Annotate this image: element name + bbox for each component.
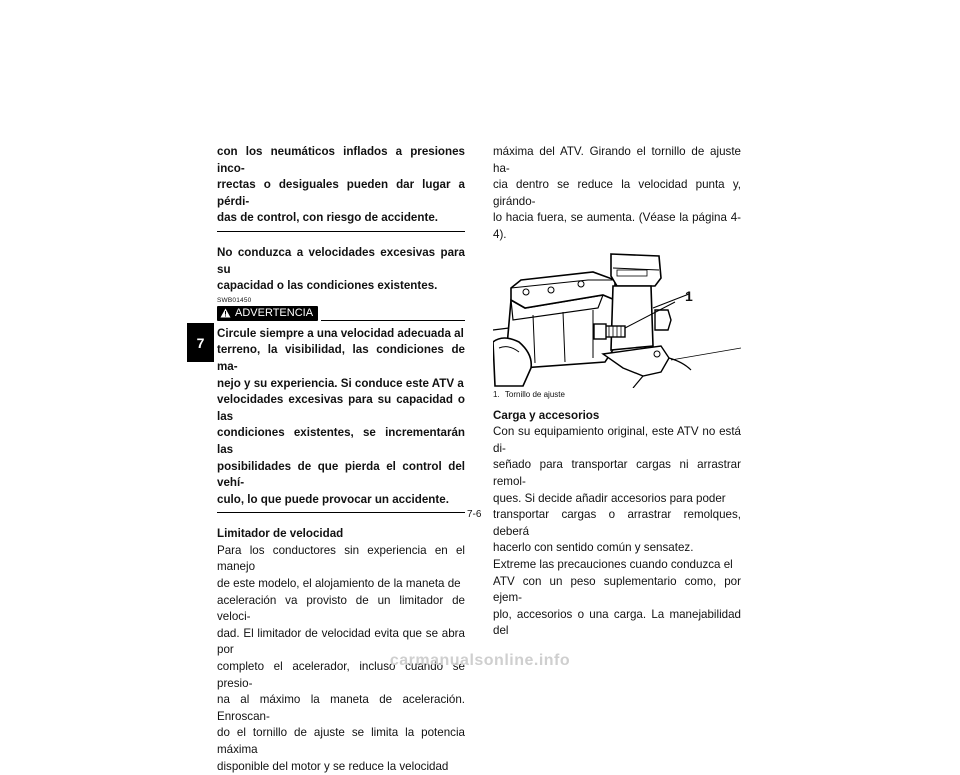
- throttle-housing-illustration: [493, 250, 741, 388]
- body-text-line: ques. Si decide añadir accesorios para poder: [493, 491, 726, 505]
- chapter-tab: [187, 323, 214, 362]
- warning-label: ADVERTENCIA: [235, 306, 314, 319]
- body-text-line: señado para transportar cargas ni arrastrar remol-: [493, 458, 741, 488]
- section-title-speed-limiter: Limitador de velocidad: [217, 527, 344, 541]
- warning-continued-line: con los neumáticos inflados a presiones inco-: [217, 145, 465, 175]
- left-column: [217, 144, 465, 775]
- body-text-line: transportar cargas o arrastrar remolques, deberá: [493, 508, 741, 538]
- body-text-line: na al máximo la maneta de aceleración. Enroscan-: [217, 693, 465, 723]
- chapter-tab-number: 7: [196, 334, 205, 351]
- body-text-line: Con su equipamiento original, este ATV no está di-: [493, 425, 741, 455]
- warning-header: [217, 306, 465, 321]
- throttle-housing-figure: [493, 250, 741, 388]
- warning-text-line: velocidades excesivas para su capacidad o las: [217, 393, 465, 423]
- body-text-line: cia dentro se reduce la velocidad punta y, girándo-: [493, 178, 741, 208]
- warning-continued-line: rrectas o desiguales pueden dar lugar a pérdi-: [217, 178, 465, 208]
- warning-badge: [217, 306, 318, 321]
- body-text-line: plo, accesorios o una carga. La manejabilidad del: [493, 607, 741, 638]
- body-text-line: máxima del ATV. Girando el tornillo de ajuste ha-: [493, 145, 741, 175]
- body-text-line: hacerlo con sentido común y sensatez.: [493, 541, 694, 555]
- body-text-line: dad. El limitador de velocidad evita que se abra por: [217, 626, 465, 657]
- body-text-line: disponible del motor y se reduce la velocidad: [217, 759, 449, 773]
- right-column: [493, 144, 741, 640]
- warning-text-line: nejo y su experiencia. Si conduce este ATV a: [217, 376, 464, 390]
- warning-text-line: culo, lo que puede provocar un accidente.: [217, 492, 449, 506]
- body-text-line: completo el acelerador, incluso cuando se presio-: [217, 660, 465, 690]
- body-text-line: do el tornillo de ajuste se limita la potencia máxima: [217, 726, 465, 756]
- body-text-line: ATV con un peso suplementario como, por ejem-: [493, 574, 741, 605]
- figure-caption: [493, 390, 741, 400]
- warning-text-line: condiciones existentes, se incrementarán las: [217, 426, 465, 456]
- figure-callout-number: 1: [685, 287, 693, 304]
- body-text-line: de este modelo, el alojamiento de la maneta de: [217, 577, 461, 591]
- body-text-line: Extreme las precauciones cuando conduzca el: [493, 557, 733, 571]
- body-text-line: lo hacia fuera, se aumenta. (Véase la página 4-4).: [493, 211, 741, 241]
- warning-triangle-icon: [220, 308, 231, 318]
- body-text-line: aceleración va provisto de un limitador de veloci-: [217, 593, 465, 624]
- warning-intro-line: capacidad o las condiciones existentes.: [217, 279, 438, 293]
- warning-intro-line: No conduzca a velocidades excesivas para su: [217, 245, 465, 276]
- warning-text-line: terreno, la visibilidad, las condiciones de ma-: [217, 343, 465, 373]
- warning-code: SWB01450: [217, 296, 252, 304]
- figure-caption-number: 1.: [493, 389, 500, 399]
- warning-text-line: Circule siempre a una velocidad adecuada al: [217, 326, 464, 340]
- page-number: 7-6: [467, 509, 482, 520]
- figure-caption-text: Tornillo de ajuste: [504, 389, 565, 399]
- footer-watermark: carmanualsonline.info: [389, 652, 571, 669]
- section-title-cargo: Carga y accesorios: [493, 408, 600, 422]
- warning-text-line: posibilidades de que pierda el control del vehí-: [217, 459, 465, 490]
- body-text-line: Para los conductores sin experiencia en el manejo: [217, 543, 465, 574]
- warning-continued-line: das de control, con riesgo de accidente.: [217, 211, 438, 225]
